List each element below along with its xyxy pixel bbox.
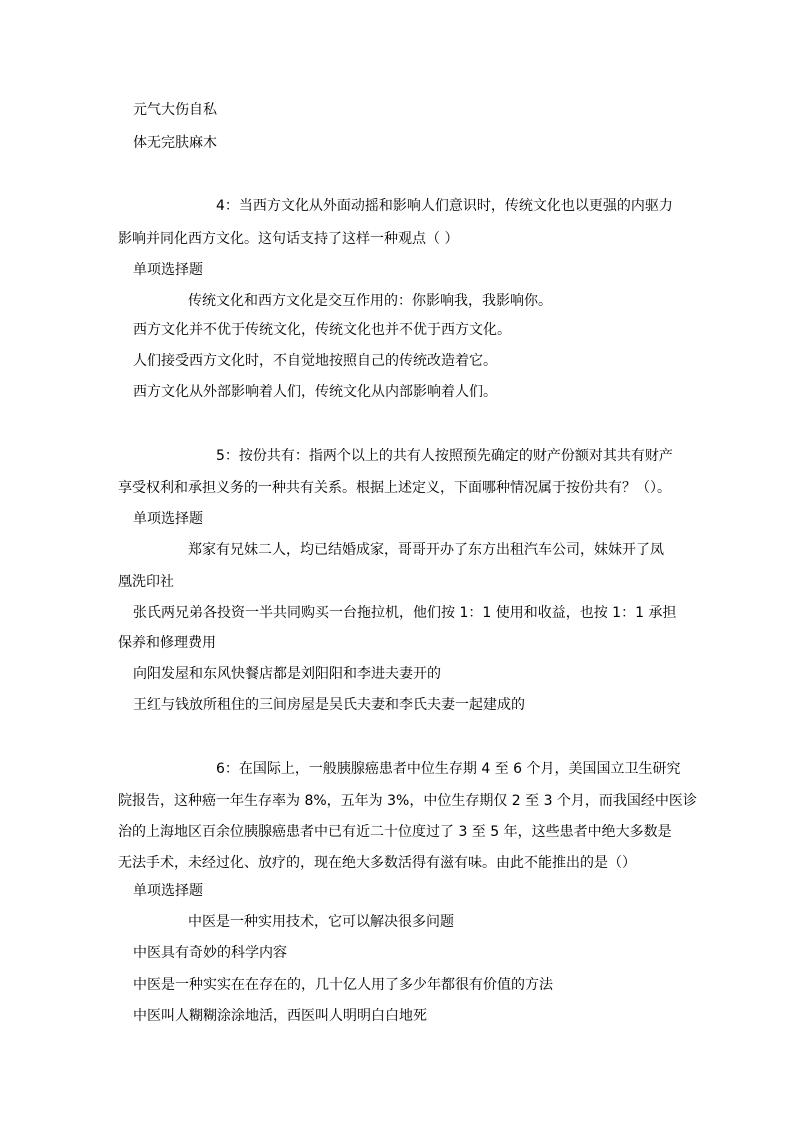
option-a: 凰洗印社 <box>118 574 174 590</box>
question-stem: 享受权利和承担义务的一种共有关系。根据上述定义，下面哪种情况属于按份共有？（）。 <box>118 480 671 496</box>
option-d: 西方文化从外部影响着人们，传统文化从内部影响着人们。 <box>133 384 497 400</box>
question-stem: 影响并同化西方文化。这句话支持了这样一种观点（ ） <box>118 231 459 247</box>
option-text: 体无完肤麻木 <box>133 135 217 151</box>
option-a: 传统文化和西方文化是交互作用的：你影响我，我影响你。 <box>188 293 552 309</box>
option-d: 中医叫人糊糊涂涂地活，西医叫人明明白白地死 <box>133 1008 427 1024</box>
question-stem: 无法手术，未经过化、放疗的，现在绝大多数活得有滋有味。由此不能推出的是（） <box>118 855 636 871</box>
option-c: 向阳发屋和东风快餐店都是刘阳阳和李进夫妻开的 <box>133 666 441 682</box>
option-c: 人们接受西方文化时，不自觉地按照自己的传统改造着它。 <box>133 353 497 369</box>
option-b: 西方文化并不优于传统文化，传统文化也并不优于西方文化。 <box>133 322 511 338</box>
question-type: 单项选择题 <box>133 262 203 278</box>
question-stem: 治的上海地区百余位胰腺癌患者中已有近二十位度过了 3 至 5 年，这些患者中绝大多数是 <box>118 824 672 840</box>
option-b: 中医具有奇妙的科学内容 <box>133 945 287 961</box>
option-text: 元气大伤自私 <box>133 102 217 118</box>
option-c: 中医是一种实实在在存在的，几十亿人用了多少年都很有价值的方法 <box>133 977 553 993</box>
question-stem: 5：按份共有：指两个以上的共有人按照预先确定的财产份额对其共有财产 <box>216 448 673 464</box>
question-stem: 6：在国际上，一般胰腺癌患者中位生存期 4 至 6 个月，美国国立卫生研究 <box>216 761 681 777</box>
option-d: 王红与钱放所租住的三间房屋是吴氏夫妻和李氏夫妻一起建成的 <box>133 697 525 713</box>
question-type: 单项选择题 <box>133 883 203 899</box>
option-b: 保养和修理费用 <box>118 635 216 651</box>
option-b: 张氏两兄弟各投资一半共同购买一台拖拉机，他们按 1：1 使用和收益，也按 1：1 承担 <box>133 605 677 621</box>
question-stem: 院报告，这种癌一年生存率为 8%，五年为 3%，中位生存期仅 2 至 3 个月，而我国经中医诊 <box>118 793 697 809</box>
option-a: 中医是一种实用技术，它可以解决很多问题 <box>188 914 454 930</box>
option-a: 郑家有兄妹二人，均已结婚成家，哥哥开办了东方出租汽车公司，妹妹开了凤 <box>188 542 664 558</box>
question-type: 单项选择题 <box>133 511 203 527</box>
question-stem: 4：当西方文化从外面动摇和影响人们意识时，传统文化也以更强的内驱力 <box>216 198 673 214</box>
